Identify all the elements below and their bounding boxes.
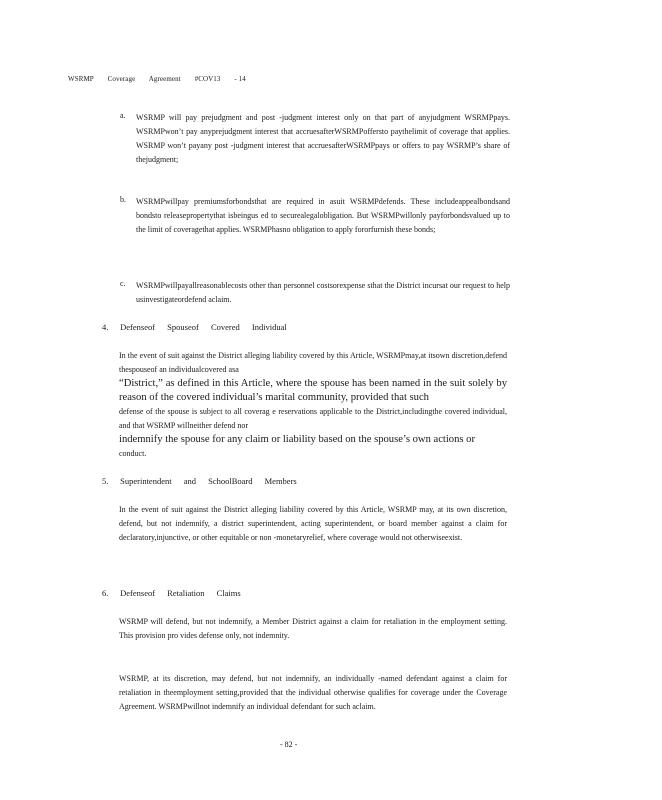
running-header (68, 75, 258, 83)
paragraph-text: defense of the spouse is subject to all coverag e reservations applicable to the District,includingthe covered individual, and that WSRMP willneither defend nor (119, 407, 507, 430)
section-number: 4. (102, 322, 109, 332)
paragraph-text: In the event of suit against the District alleging liability covered by this Article, WSRMP may, at its own discretion, defend, but not indemnify, a district superintendent, acting superintendent, or board member against a claim for declaratory,injunctive, or other equitable or non -monetaryrelief, where coverage would not otherwiseexist. (119, 505, 507, 542)
header-part: - 14 (234, 75, 246, 83)
list-item-text: WSRMPwillpay premiumsforbondsthat are required in asuit WSRMPdefends. These includeappealbondsand bondsto releasepropertythat isbeingus ed to securealegalobligation. But WSRMPwillonly payforbondsvalued up to the limit of coveragethat applies. WSRMPhasno obligation to apply fororfurnish these bonds; (136, 197, 510, 234)
list-item-text: WSRMP will pay prejudgment and post -judgment interest only on that part of anyjudgment WSRMPpays. WSRMPwon’t pay anyprejudgment interest that accruesafterWSRMPoffersto paythelimit of coverage that applies. WSRMP won’t payany post -judgment interest that accruesafterWSRMPpays or offers to pay WSRMP’s share of thejudgment; (136, 113, 510, 164)
paragraph-text: In the event of suit against the District alleging liability covered by this Article, WSRMPmay,at itsown discretion,defend thespouseof an individualcovered asa (119, 351, 507, 374)
list-item-label: a. (120, 111, 126, 120)
section-title: Defenseof Retaliation Claims (120, 588, 241, 598)
list-item (120, 111, 510, 167)
section-number: 5. (102, 476, 109, 486)
section-paragraph (119, 503, 507, 545)
paragraph-text: WSRMP, at its discretion, may defend, but not indemnify, an individually -named defendant against a claim for retaliation in theemployment setting,provided that the individual otherwise qualifies for coverage under the Coverage Agreement. WSRMPwillnot indemnify an individual defendant for such aclaim. (119, 674, 507, 711)
list-item (120, 195, 510, 237)
header-part: #COV13 (194, 75, 221, 83)
section-paragraph (119, 615, 507, 643)
section-title: Defenseof Spouseof Covered Individual (120, 322, 287, 332)
paragraph-text: conduct. (119, 449, 147, 458)
paragraph-text: “District,” as defined in this Article, where the spouse has been named in the suit solely by reason of the covered individual’s marital community, provided that such (119, 378, 507, 403)
section-heading (102, 476, 297, 486)
list-item-label: b. (120, 195, 126, 204)
section-paragraph (119, 349, 507, 461)
list-item-label: c. (120, 279, 126, 288)
section-paragraph (119, 672, 507, 714)
header-part: WSRMP (68, 75, 94, 83)
section-title: Superintendent and SchoolBoard Members (120, 476, 297, 486)
section-heading (102, 322, 287, 332)
list-item (120, 279, 510, 307)
header-part: Coverage (107, 75, 136, 83)
paragraph-text: indemnify the spouse for any claim or liability based on the spouse’s own actions or (119, 434, 475, 445)
paragraph-text: WSRMP will defend, but not indemnify, a Member District against a claim for retaliation in the employment setting. This provision pro vides defense only, not indemnity. (119, 617, 507, 640)
section-number: 6. (102, 588, 109, 598)
list-item-text: WSRMPwillpayallreasonablecosts other than personnel costsorexpense sthat the District incursat our request to help usinvestigateordefend aclaim. (136, 281, 510, 304)
header-part: Agreement (148, 75, 181, 83)
page-number: - 82 - (280, 740, 298, 749)
section-heading (102, 588, 241, 598)
